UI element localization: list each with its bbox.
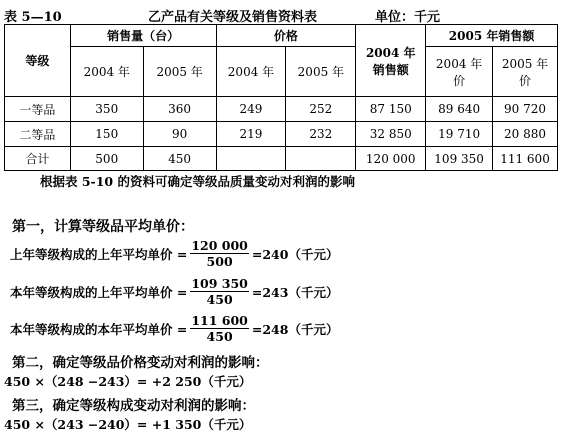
cell-sales-2005-a: 89 640 [426, 97, 493, 122]
formula-3-fraction [190, 313, 249, 344]
table-row [5, 122, 558, 147]
unit-label: 单位：千元 [375, 10, 441, 25]
step2-calc: 450 ×（248 −243）= +2 250（千元） [4, 374, 252, 389]
cell-grade: 二等品 [5, 122, 71, 147]
subheader-qty-2004: 2004 年 [70, 47, 143, 97]
cell-qty-2004: 150 [70, 122, 143, 147]
step3-calc: 450 ×（243 −240）= +1 350（千元） [4, 417, 252, 432]
formula-2-fraction [190, 276, 249, 307]
cell-sales-2005-a: 109 350 [426, 147, 493, 171]
cell-grade: 合计 [5, 147, 71, 171]
header-2004-sales: 2004 年 销售额 [356, 25, 426, 97]
formula-1-label: 上年等级构成的上年平均单价 = [10, 246, 188, 262]
step1-heading: 第一，计算等级品平均单价： [12, 219, 194, 235]
header-grade: 等级 [5, 25, 71, 97]
formula-2-numerator: 109 350 [191, 276, 248, 291]
cell-sales-2004: 87 150 [356, 97, 426, 122]
subheader-qty-2005: 2005 年 [143, 47, 216, 97]
formula-1-fraction [190, 238, 249, 269]
cell-qty-2005: 450 [143, 147, 216, 171]
cell-price-2005: 232 [286, 122, 356, 147]
subheader-price-2004: 2004 年 [216, 47, 286, 97]
cell-qty-2005: 360 [143, 97, 216, 122]
formula-3-result: =248（千元） [251, 321, 339, 337]
cell-sales-2005-b: 111 600 [493, 147, 558, 171]
step3-heading: 第三，确定等级构成变动对利润的影响： [12, 398, 255, 414]
cell-price-2005 [286, 147, 356, 171]
cell-qty-2004: 350 [70, 97, 143, 122]
formula-2-denominator: 450 [206, 292, 233, 307]
subheader-price-2005: 2005 年 [286, 47, 356, 97]
formula-3-numerator: 111 600 [191, 313, 248, 328]
table-title: 乙产品有关等级及销售资料表 [148, 10, 318, 25]
cell-sales-2005-b: 90 720 [493, 97, 558, 122]
subheader-2004-price-sales: 2004 年 价 [426, 47, 493, 97]
formula-3 [10, 313, 338, 344]
formula-1-numerator: 120 000 [191, 238, 248, 253]
formula-3-label: 本年等级构成的本年平均单价 = [10, 321, 188, 337]
formula-2-label: 本年等级构成的上年平均单价 = [10, 284, 188, 300]
header-2005-sales: 2005 年销售额 [426, 25, 558, 47]
formula-2-result: =243（千元） [251, 284, 339, 300]
cell-sales-2005-a: 19 710 [426, 122, 493, 147]
cell-sales-2005-b: 20 880 [493, 122, 558, 147]
formula-1 [10, 238, 338, 269]
cell-price-2004: 219 [216, 122, 286, 147]
formula-2 [10, 276, 338, 307]
cell-sales-2004: 120 000 [356, 147, 426, 171]
step2-heading: 第二，确定等级品价格变动对利润的影响： [12, 355, 269, 371]
cell-price-2005: 252 [286, 97, 356, 122]
sales-table [4, 24, 558, 171]
cell-qty-2004: 500 [70, 147, 143, 171]
table-note: 根据表 5-10 的资料可确定等级品质量变动对利润的影响 [40, 174, 355, 189]
cell-qty-2005: 90 [143, 122, 216, 147]
header-sales-qty: 销售量（台） [70, 25, 216, 47]
cell-price-2004 [216, 147, 286, 171]
cell-price-2004: 249 [216, 97, 286, 122]
formula-3-denominator: 450 [206, 329, 233, 344]
formula-1-denominator: 500 [206, 254, 233, 269]
header-price: 价格 [216, 25, 356, 47]
subheader-2005-price-sales: 2005 年 价 [493, 47, 558, 97]
table-row [5, 97, 558, 122]
table-number: 表 5—10 [4, 10, 62, 25]
formula-1-result: =240（千元） [251, 246, 339, 262]
cell-sales-2004: 32 850 [356, 122, 426, 147]
table-row-total [5, 147, 558, 171]
cell-grade: 一等品 [5, 97, 71, 122]
